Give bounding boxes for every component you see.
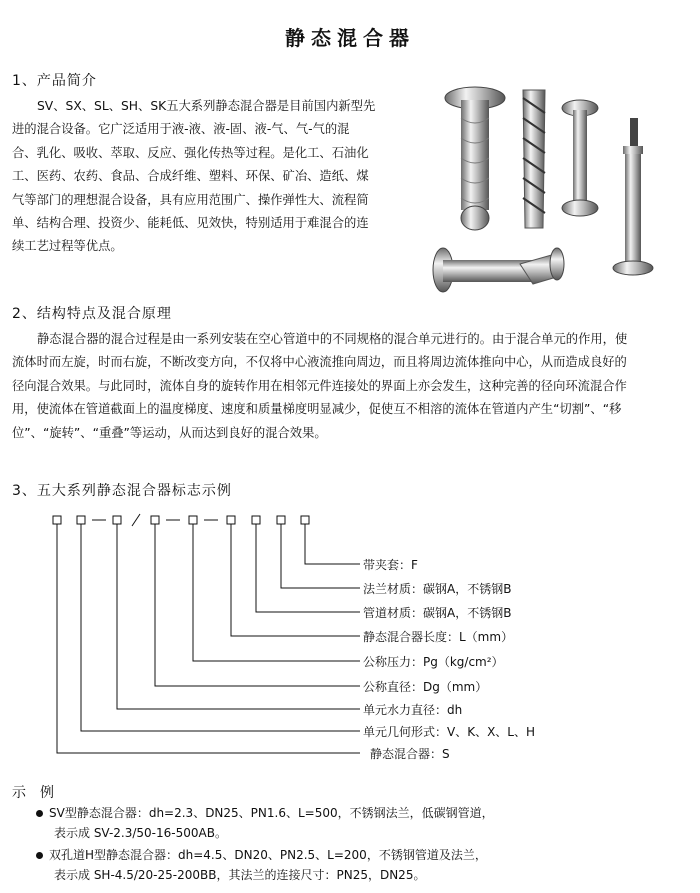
section2-line: 径向混合效果。与此同时，流体自身的旋转作用在相邻元件连接处的界面上亦会发生，这种完善的径向环流混合作 bbox=[12, 378, 627, 393]
section2-line: 用，使流体在管道截面上的温度梯度、速度和质量梯度明显减少，促使互不相溶的流体在管道内产生“切割”、“移 bbox=[12, 402, 622, 417]
section1-line: 合、乳化、吸收、萃取、反应、强化传热等过程。是化工、石油化 bbox=[12, 145, 369, 160]
section1-line: 工、医药、农药、食品、合成纤维、塑料、环保、矿冶、造纸、煤 bbox=[12, 169, 369, 184]
label-flange-material: 法兰材质：碳钢A，不锈钢B bbox=[363, 582, 512, 596]
code-box-flange-material bbox=[277, 516, 285, 524]
examples-heading: 示例 bbox=[12, 785, 68, 801]
code-box-jacket bbox=[301, 516, 309, 524]
example-item-2 bbox=[36, 845, 487, 885]
mixer-pipe-with-injector bbox=[613, 118, 653, 275]
section1-line: 单、结构合理、投资少、能耗低、见效快，特别适用于难混合的连 bbox=[12, 216, 369, 231]
section1-line: SV、SX、SL、SH、SK五大系列静态混合器是目前国内新型先 bbox=[37, 99, 376, 113]
example-line: 表示成 SH-4.5/20-25-200BB，其法兰的连接尺寸：PN25，DN25。 bbox=[54, 868, 426, 882]
section1-paragraph bbox=[12, 95, 407, 259]
section1-line: 进的混合设备。它广泛适用于液-液、液-固、液-气、气-气的混 bbox=[12, 122, 350, 137]
leader-line bbox=[117, 524, 360, 709]
leader-line bbox=[155, 524, 360, 686]
label-jacket: 带夹套：F bbox=[363, 558, 418, 572]
leader-line bbox=[305, 524, 360, 564]
leader-line bbox=[256, 524, 360, 612]
label-pressure: 公称压力：Pg（kg/cm²） bbox=[363, 655, 504, 669]
code-box-dh bbox=[113, 516, 121, 524]
bullet-icon bbox=[36, 810, 43, 817]
leader-line bbox=[193, 524, 360, 661]
code-box-length bbox=[227, 516, 235, 524]
code-box-pipe-material bbox=[252, 516, 260, 524]
leader-line bbox=[281, 524, 360, 588]
label-diameter: 公称直径：Dg（mm） bbox=[363, 680, 488, 694]
flanged-mixer-pipe-1 bbox=[445, 87, 505, 230]
example-line: SV型静态混合器：dh=2.3、DN25、PN1.6、L=500，不锈钢法兰，低碳钢管道， bbox=[49, 806, 494, 820]
example-line: 双孔道H型静态混合器：dh=4.5、DN20、PN2.5、L=200，不锈钢管道及法兰， bbox=[49, 848, 487, 862]
section2-heading: 2、结构特点及混合原理 bbox=[12, 306, 172, 322]
label-length: 静态混合器长度：L（mm） bbox=[363, 630, 514, 644]
example-line: 表示成 SV-2.3/50-16-500AB。 bbox=[54, 826, 227, 840]
section1-line: 续工艺过程等优点。 bbox=[12, 239, 123, 254]
code-box-dg bbox=[151, 516, 159, 524]
section3-heading: 3、五大系列静态混合器标志示例 bbox=[12, 483, 232, 499]
label-static-mixer: 静态混合器：S bbox=[370, 747, 450, 761]
leader-line bbox=[81, 524, 360, 731]
section2-line: 位”、“旋转”、“重叠”等运动，从而达到良好的混合效果。 bbox=[12, 425, 327, 440]
example-item-1 bbox=[36, 803, 494, 843]
page-title: 静态混合器 bbox=[285, 26, 415, 50]
section1-line: 气等部门的理想混合设备，具有应用范围广、操作弹性大、流程简 bbox=[12, 192, 369, 207]
label-element-form: 单元几何形式：V、K、X、L、H bbox=[363, 725, 536, 739]
section2-line: 流体时而左旋，时而右旋，不断改变方向，不仅将中心液流推向周边，而且将周边流体推向中心，从而造成良好的 bbox=[12, 355, 627, 370]
code-box-pg bbox=[189, 516, 197, 524]
code-box-form bbox=[77, 516, 85, 524]
label-pipe-material: 管道材质：碳钢A，不锈钢B bbox=[363, 606, 512, 620]
section1-heading: 1、产品简介 bbox=[12, 73, 97, 89]
leader-line bbox=[231, 524, 360, 636]
section2-paragraph bbox=[12, 328, 684, 445]
bullet-icon bbox=[36, 852, 43, 859]
horizontal-mixer-pipe bbox=[433, 248, 564, 292]
code-box-s bbox=[53, 516, 61, 524]
section2-line: 静态混合器的混合过程是由一系列安装在空心管道中的不同规格的混合单元进行的。由于混合单元的作用，使 bbox=[37, 332, 628, 346]
mixing-element-twisted bbox=[523, 90, 545, 228]
static-mixer-product-photo bbox=[425, 78, 693, 308]
flanged-mixer-pipe-2 bbox=[562, 100, 598, 216]
code-slash bbox=[132, 514, 140, 526]
label-hydraulic-diameter: 单元水力直径：dh bbox=[363, 703, 463, 717]
leader-line bbox=[57, 524, 360, 753]
